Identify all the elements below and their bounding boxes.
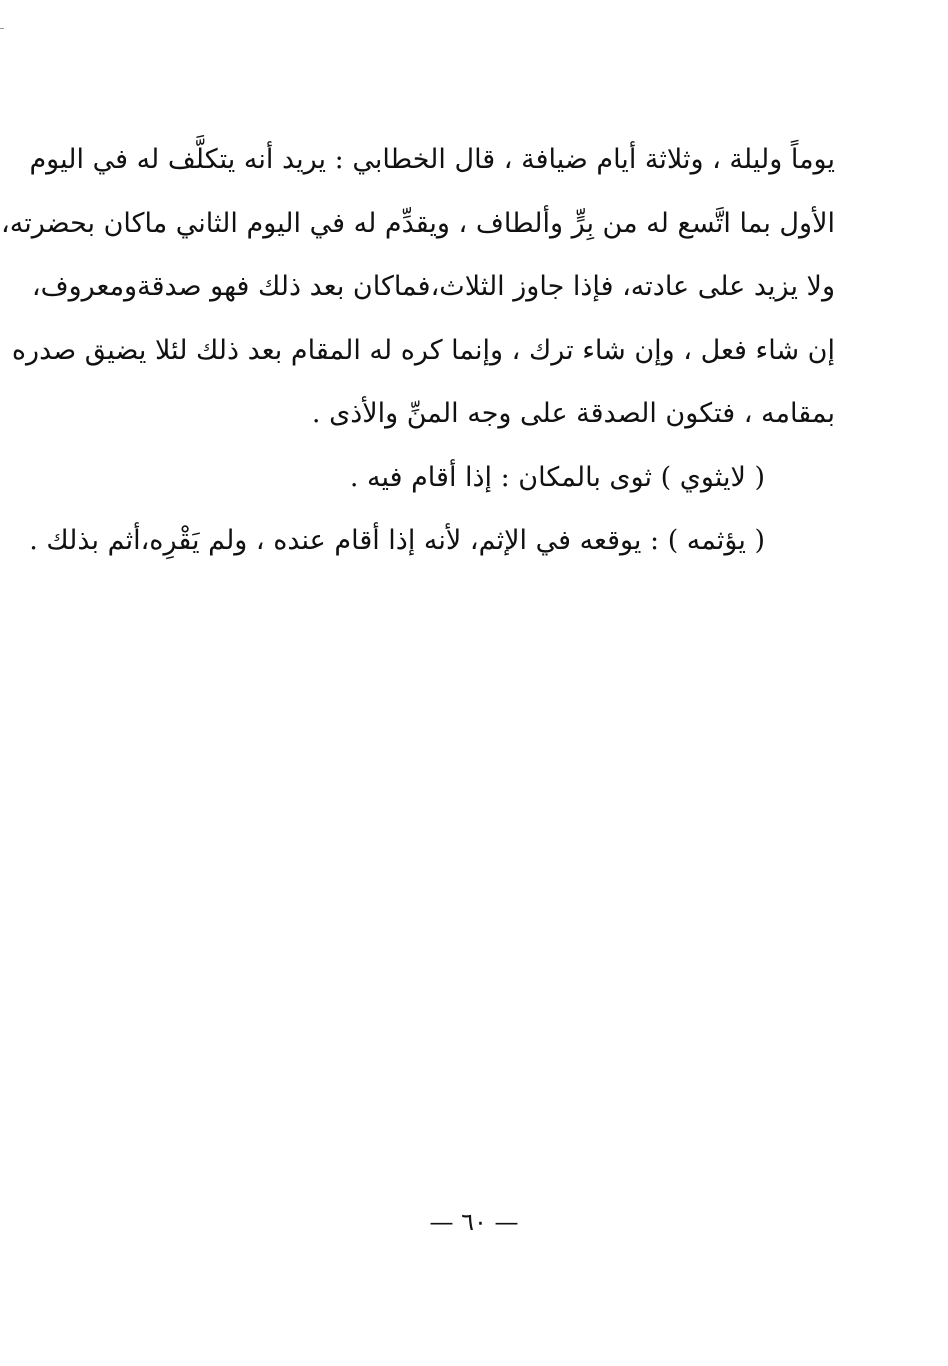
definition-line: ( لايثوي ) ثوى بالمكان : إذا أقام فيه . xyxy=(349,461,765,493)
text-line: ولا يزيد على عادته، فإذا جاوز الثلاث،فماكان بعد ذلك فهو صدقةومعروف، xyxy=(31,271,835,302)
text-line: بمقامه ، فتكون الصدقة على وجه المنِّ والأذى . xyxy=(311,398,835,429)
text-line: الأول بما اتَّسع له من بِرٍّ وألطاف ، ويقدِّم له في اليوم الثاني ماكان بحضرته، xyxy=(1,207,835,239)
body-text xyxy=(1,128,835,573)
page-number: — ٦٠ — xyxy=(429,1208,519,1236)
scan-mark xyxy=(0,28,4,29)
text-line: يوماً وليلة ، وثلاثة أيام ضيافة ، قال الخطابي : يريد أنه يتكلَّف له في اليوم xyxy=(29,144,835,175)
definition-line: ( يؤثمه ) : يوقعه في الإثم، لأنه إذا أقام عنده ، ولم يَقْرِه،أثم بذلك . xyxy=(29,525,765,556)
text-line: إن شاء فعل ، وإن شاء ترك ، وإنما كره له المقام بعد ذلك لئلا يضيق صدره xyxy=(11,334,835,366)
